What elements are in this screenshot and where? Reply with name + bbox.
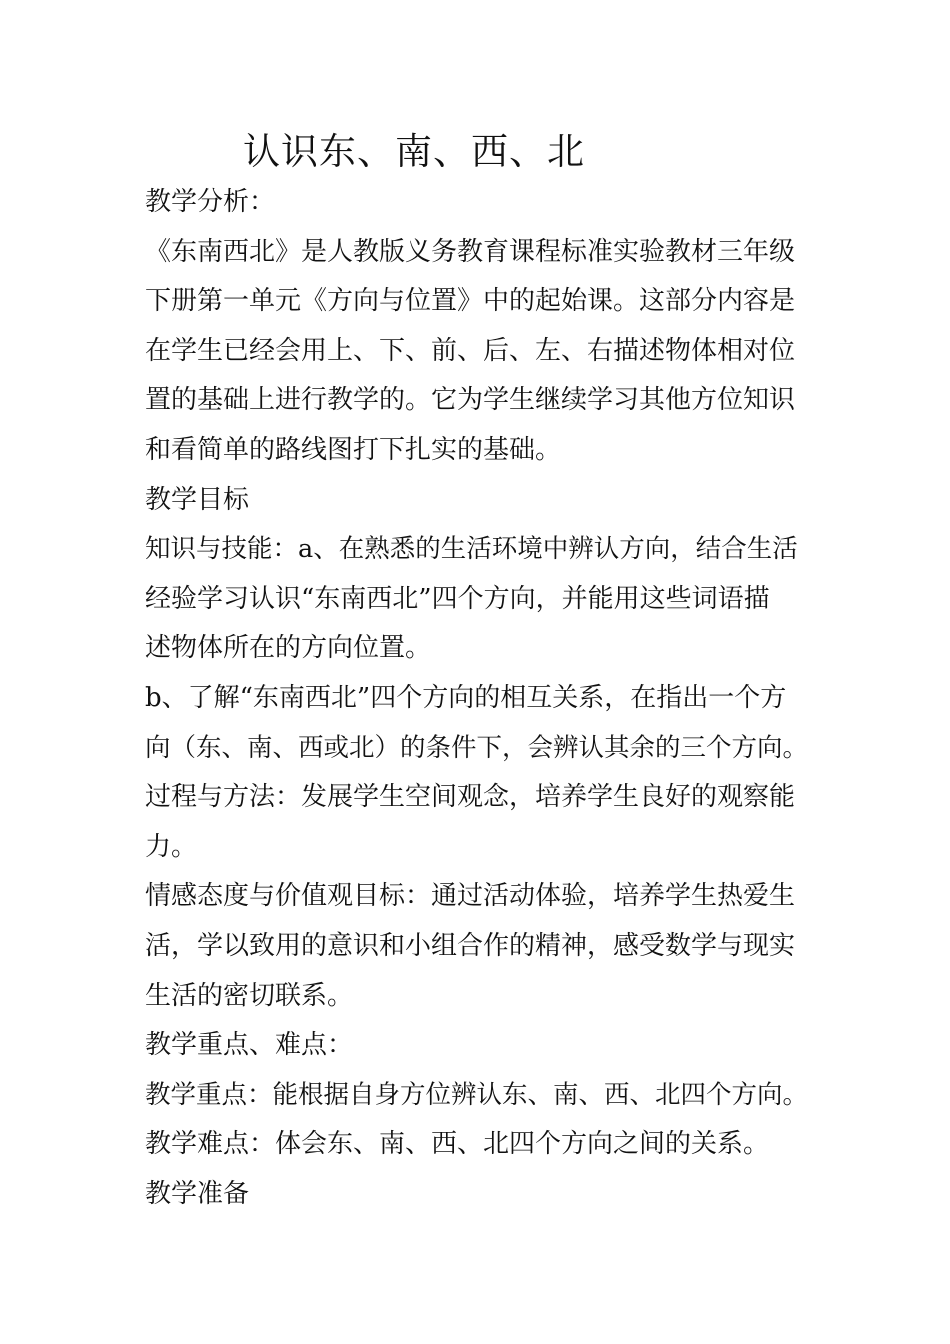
paragraph-line: 和看简单的路线图打下扎实的基础。 bbox=[145, 434, 562, 465]
document-title: 认识东、南、西、北 bbox=[243, 130, 585, 173]
paragraph-line: 力。 bbox=[145, 831, 198, 862]
paragraph-line: 置的基础上进行教学的。它为学生继续学习其他方位知识 bbox=[145, 385, 796, 416]
paragraph-line: 向（东、南、西或北）的条件下，会辨认其余的三个方向。 bbox=[145, 732, 809, 763]
paragraph-line: 知识与技能：a、在熟悉的生活环境中辨认方向，结合生活 bbox=[145, 534, 798, 565]
paragraph-line: 述物体所在的方向位置。 bbox=[145, 633, 432, 664]
paragraph-line: b、了解“东南西北”四个方向的相互关系，在指出一个方 bbox=[145, 682, 787, 713]
paragraph-line: 过程与方法：发展学生空间观念，培养学生良好的观察能 bbox=[145, 782, 796, 813]
heading-teaching-analysis: 教学分析： bbox=[145, 187, 276, 217]
heading-teaching-preparation: 教学准备 bbox=[145, 1178, 250, 1209]
document-body bbox=[145, 178, 810, 1219]
paragraph-line: 活，学以致用的意识和小组合作的精神，感受数学与现实 bbox=[145, 930, 796, 961]
paragraph-line: 《东南西北》是人教版义务教育课程标准实验教材三年级 bbox=[145, 236, 796, 267]
paragraph-line: 生活的密切联系。 bbox=[145, 980, 354, 1011]
paragraph-line: 教学难点：体会东、南、西、北四个方向之间的关系。 bbox=[145, 1129, 770, 1160]
heading-teaching-goals: 教学目标 bbox=[145, 484, 250, 515]
paragraph-line: 经验学习认识“东南西北”四个方向，并能用这些词语描 bbox=[145, 583, 770, 614]
paragraph-line: 下册第一单元《方向与位置》中的起始课。这部分内容是 bbox=[145, 286, 796, 317]
paragraph-line: 情感态度与价值观目标：通过活动体验，培养学生热爱生 bbox=[145, 881, 796, 912]
heading-key-points: 教学重点、难点： bbox=[145, 1030, 354, 1061]
paragraph-line: 教学重点：能根据自身方位辨认东、南、西、北四个方向。 bbox=[145, 1079, 809, 1110]
paragraph-line: 在学生已经会用上、下、前、后、左、右描述物体相对位 bbox=[145, 335, 796, 366]
